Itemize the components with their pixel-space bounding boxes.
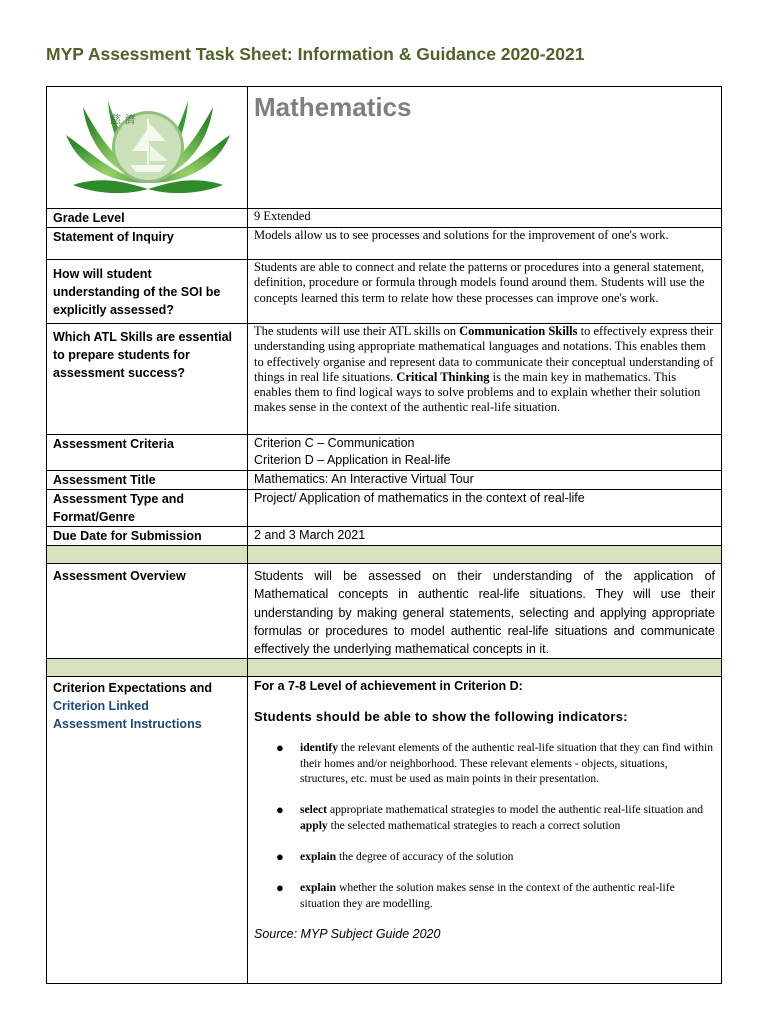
atl-text-1: The students will use their ATL skills on <box>254 324 460 338</box>
indicator-text: the degree of accuracy of the solution <box>336 849 514 863</box>
soi-assessed-label: How will student understanding of the SOI be explicitly assessed? <box>47 260 248 324</box>
logo-characters: 慈 濟 <box>110 113 136 126</box>
spacer-cell <box>47 546 248 564</box>
subject-cell <box>248 87 722 209</box>
grade-row <box>47 209 722 228</box>
assessment-type-value: Project/ Application of mathematics in the context of real-life <box>248 490 722 527</box>
indicator-item <box>276 740 715 786</box>
indicator-text: appropriate mathematical strategies to model the authentic real-life situation and <box>327 803 704 817</box>
expectations-heading: For a 7-8 Level of achievement in Criterion D: <box>254 679 523 694</box>
indicator-text: the selected mathematical strategies to reach a correct solution <box>327 818 621 832</box>
overview-row <box>47 564 722 659</box>
spacer-cell <box>248 546 722 564</box>
atl-row <box>47 324 722 435</box>
soi-assessed-row <box>47 260 722 324</box>
due-date-row <box>47 527 722 546</box>
document-title: MYP Assessment Task Sheet: Information & Guidance 2020-2021 <box>46 44 585 64</box>
criteria-row <box>47 435 722 471</box>
indicator-verb: explain <box>300 849 337 863</box>
criterion-linked-label: Criterion Linked <box>53 699 149 714</box>
bullet-icon: ● <box>276 802 284 818</box>
due-date-label: Due Date for Submission <box>47 527 248 546</box>
assessment-instructions-label: Assessment Instructions <box>53 717 202 732</box>
soi-row <box>47 228 722 260</box>
spacer-row <box>47 546 722 564</box>
soi-value: Models allow us to see processes and solutions for the improvement of one's work. <box>248 228 722 260</box>
soi-assessed-value: Students are able to connect and relate the patterns or procedures into a general statement, definition, procedure or formula through models found around them. Students will use the concepts learned this term to relate how these processes can improve one's work. <box>248 260 722 324</box>
header-row <box>47 87 722 209</box>
bullet-icon: ● <box>276 740 284 756</box>
expectations-content <box>248 677 722 984</box>
bullet-icon: ● <box>276 848 284 864</box>
atl-value <box>248 324 722 435</box>
overview-label: Assessment Overview <box>47 564 248 659</box>
indicator-text: the relevant elements of the authentic real-life situation that they can find within their homes and/or neighborhood. These relevant elements - objects, situations, structures, etc. must be used as main points in their presentation. <box>300 741 714 786</box>
criteria-label: Assessment Criteria <box>47 435 248 471</box>
bullet-icon: ● <box>276 880 284 896</box>
expectations-label <box>47 677 248 984</box>
soi-label: Statement of Inquiry <box>47 228 248 260</box>
assessment-title-value: Mathematics: An Interactive Virtual Tour <box>248 471 722 490</box>
spacer-cell <box>47 659 248 677</box>
atl-skill-critical-thinking: Critical Thinking <box>396 369 490 384</box>
criterion-c: Criterion C – Communication <box>254 436 415 450</box>
atl-skill-communication: Communication Skills <box>459 324 578 338</box>
assessment-title-row <box>47 471 722 490</box>
criteria-value <box>248 435 722 471</box>
indicator-item <box>276 848 715 864</box>
spacer-row <box>47 659 722 677</box>
indicator-verb: select <box>300 803 328 817</box>
grade-value: 9 Extended <box>248 209 722 228</box>
subject-title: Mathematics <box>254 92 412 122</box>
indicator-text: whether the solution makes sense in the context of the authentic real-life situation they are modelling. <box>300 881 675 910</box>
due-date-value: 2 and 3 March 2021 <box>248 527 722 546</box>
expectations-row <box>47 677 722 984</box>
task-sheet-table <box>46 86 722 984</box>
assessment-type-row <box>47 490 722 527</box>
indicator-list <box>254 740 715 910</box>
logo-cell <box>47 87 248 209</box>
indicator-item <box>276 802 715 833</box>
indicator-verb: identify <box>300 741 339 755</box>
atl-label: Which ATL Skills are essential to prepare students for assessment success? <box>47 324 248 435</box>
lotus-ship-emblem-icon <box>58 95 238 200</box>
assessment-type-label: Assessment Type and Format/Genre <box>47 490 248 527</box>
spacer-cell <box>248 659 722 677</box>
assessment-title-label: Assessment Title <box>47 471 248 490</box>
expectations-label-line1: Criterion Expectations and <box>53 681 213 696</box>
indicator-verb: explain <box>300 881 337 895</box>
criterion-d: Criterion D – Application in Real-life <box>254 453 451 467</box>
source-citation: Source: MYP Subject Guide 2020 <box>254 926 441 941</box>
atl-text-2: to effectively express their understanding using appropriate mathematical languages and notations. This enables them to effectively organise and represent data to communicate their conceptual understanding of things in real life situations. <box>254 324 714 384</box>
atl-text-3: is the main key in mathematics. This enables them to find logical ways to solve problems and to explain whether their solution makes sense in the context of the authentic real-life situation. <box>254 369 701 415</box>
indicator-verb: apply <box>300 818 328 832</box>
expectations-subheading: Students should be able to show the following indicators: <box>254 709 628 725</box>
indicator-item <box>276 880 715 911</box>
overview-value: Students will be assessed on their understanding of the application of Mathematical concepts in authentic real-life situations. They will use their understanding by making general statements, selecting and applying appropriate formulas or procedures to model authentic real-life situations and communicate effectively the underlying mathematical concepts in it. <box>248 564 722 659</box>
grade-label: Grade Level <box>47 209 248 228</box>
